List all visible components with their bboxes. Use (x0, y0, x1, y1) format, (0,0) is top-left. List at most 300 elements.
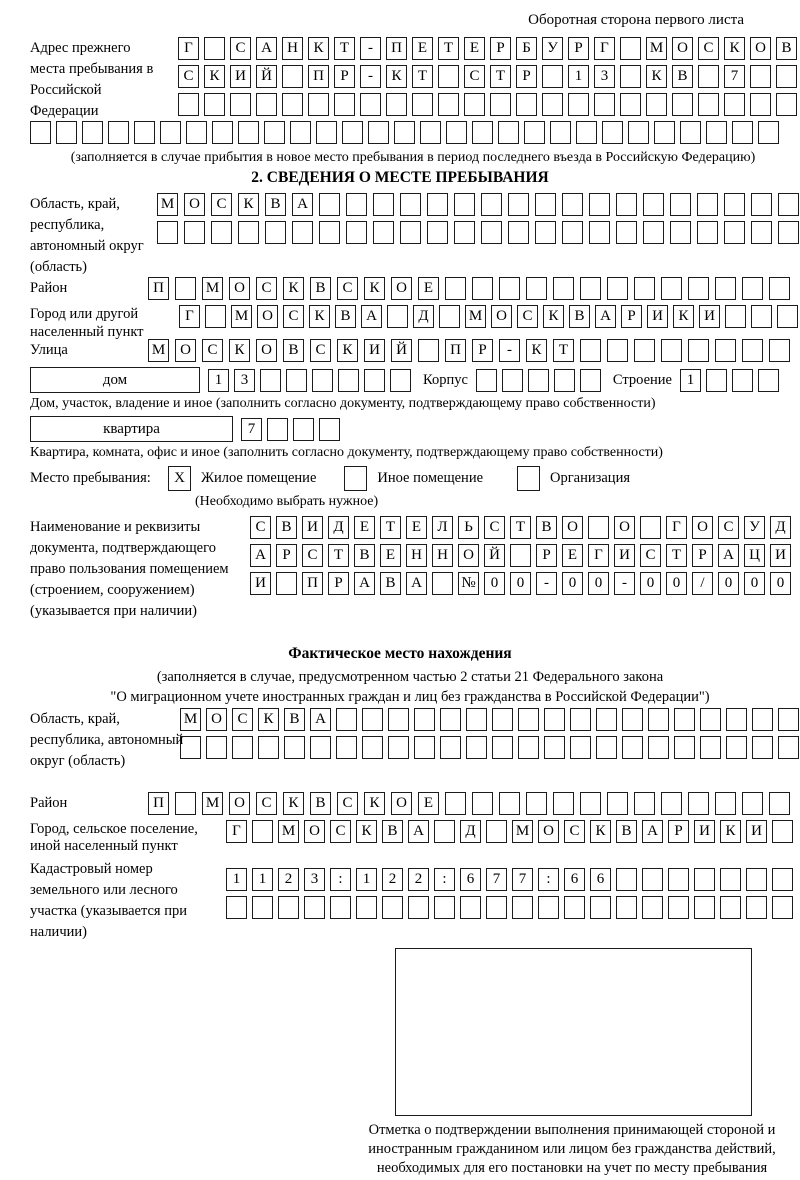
char-cell (688, 277, 709, 300)
char-cell (373, 221, 394, 244)
char-cell (512, 896, 533, 919)
char-cell (726, 736, 747, 759)
char-cell (356, 896, 377, 919)
char-cell (715, 792, 736, 815)
char-cell: П (386, 37, 407, 60)
char-cell (472, 792, 493, 815)
char-cell (769, 277, 790, 300)
char-cell (400, 221, 421, 244)
char-cell: Т (490, 65, 511, 88)
char-cell: С (178, 65, 199, 88)
char-cell (751, 221, 772, 244)
char-cell: В (310, 277, 331, 300)
char-cell (454, 193, 475, 216)
char-cell: П (148, 792, 169, 815)
region-block (30, 193, 796, 277)
document-row-1 (250, 516, 796, 539)
char-cell: 0 (484, 572, 505, 595)
char-cell: К (724, 37, 745, 60)
char-cell: С (230, 37, 251, 60)
char-cell (412, 93, 433, 116)
char-cell (206, 736, 227, 759)
char-cell (472, 121, 493, 144)
char-cell: О (391, 277, 412, 300)
char-cell: С (484, 516, 505, 539)
char-cell (602, 121, 623, 144)
char-cell (386, 93, 407, 116)
house-type-box: дом (30, 367, 200, 393)
char-cell: 7 (241, 418, 262, 441)
char-cell (427, 221, 448, 244)
char-cell: С (250, 516, 271, 539)
stamp-caption: Отметка о подтверждении выполнения принимающей стороной и иностранным гражданином или лицом без гражданства действий, необходимых для его постановки на учет по месту пребывания (368, 1122, 776, 1176)
char-cell: 0 (562, 572, 583, 595)
char-cell: П (445, 339, 466, 362)
char-cell: Ц (744, 544, 765, 567)
actual-location-note-1: (заполняется в случае, предусмотренном частью 2 статьи 21 Федерального закона (156, 668, 664, 685)
char-cell: Г (588, 544, 609, 567)
char-cell: Г (594, 37, 615, 60)
char-cell (550, 121, 571, 144)
char-cell (230, 93, 251, 116)
stroenie-label: Строение (612, 371, 672, 388)
char-cell: С (698, 37, 719, 60)
char-cell (732, 369, 753, 392)
char-cell (346, 193, 367, 216)
char-cell: П (148, 277, 169, 300)
char-cell (528, 369, 549, 392)
prev-address-label: Адрес прежнего места пребывания в Российской Федерации (30, 40, 154, 120)
char-cell (640, 516, 661, 539)
char-cell (746, 896, 767, 919)
char-cell: К (364, 277, 385, 300)
document-row-2 (250, 544, 796, 567)
char-cell: А (718, 544, 739, 567)
char-cell: О (692, 516, 713, 539)
char-cell (634, 792, 655, 815)
char-cell (346, 221, 367, 244)
char-cell (204, 37, 225, 60)
char-cell: С (718, 516, 739, 539)
char-cell: Р (568, 37, 589, 60)
char-cell: Г (226, 820, 247, 843)
char-cell: Д (770, 516, 791, 539)
char-cell (338, 369, 359, 392)
actual-location-title: Фактическое место нахождения (288, 644, 512, 662)
char-cell (742, 792, 763, 815)
char-cell (336, 736, 357, 759)
char-cell (175, 792, 196, 815)
char-cell: Т (380, 516, 401, 539)
char-cell: К (308, 37, 329, 60)
char-cell: К (590, 820, 611, 843)
char-cell: : (434, 868, 455, 891)
char-cell (544, 736, 565, 759)
char-cell (319, 221, 340, 244)
char-cell (642, 868, 663, 891)
char-cell: О (175, 339, 196, 362)
char-cell: С (202, 339, 223, 362)
char-cell (205, 305, 226, 328)
char-cell (706, 369, 727, 392)
char-cell (620, 65, 641, 88)
char-cell (542, 65, 563, 88)
char-cell (518, 708, 539, 731)
char-cell (232, 736, 253, 759)
char-cell: - (360, 37, 381, 60)
char-cell (438, 93, 459, 116)
char-cell (648, 736, 669, 759)
char-cell (700, 708, 721, 731)
char-cell: 1 (680, 369, 701, 392)
char-cell (440, 736, 461, 759)
char-cell: Р (536, 544, 557, 567)
char-cell: Е (380, 544, 401, 567)
char-cell (668, 868, 689, 891)
char-cell (772, 868, 793, 891)
char-cell (661, 339, 682, 362)
char-cell (594, 93, 615, 116)
char-cell (382, 896, 403, 919)
char-cell (698, 65, 719, 88)
char-cell: К (229, 339, 250, 362)
char-cell: К (543, 305, 564, 328)
char-cell: А (354, 572, 375, 595)
street-block (30, 339, 796, 367)
district-row (148, 277, 796, 300)
char-cell (387, 305, 408, 328)
char-cell: Й (256, 65, 277, 88)
char-cell (319, 193, 340, 216)
char-cell: С (256, 792, 277, 815)
char-cell: : (538, 868, 559, 891)
char-cell (434, 820, 455, 843)
char-cell (616, 193, 637, 216)
char-cell (292, 221, 313, 244)
char-cell (258, 736, 279, 759)
char-cell (265, 221, 286, 244)
char-cell (360, 93, 381, 116)
char-cell: О (184, 193, 205, 216)
char-cell (694, 868, 715, 891)
char-cell (526, 792, 547, 815)
char-cell (157, 221, 178, 244)
char-cell (308, 93, 329, 116)
char-cell: Е (562, 544, 583, 567)
char-cell (607, 792, 628, 815)
char-cell (778, 736, 799, 759)
char-cell (622, 708, 643, 731)
char-cell (414, 708, 435, 731)
char-cell: 7 (724, 65, 745, 88)
char-cell (286, 369, 307, 392)
char-cell: А (408, 820, 429, 843)
region-row-1 (157, 193, 796, 216)
char-cell: А (595, 305, 616, 328)
char-cell (373, 193, 394, 216)
char-cell (568, 93, 589, 116)
house-caption: Дом, участок, владение и иное (заполнить согласно документу, подтверждающему право собственности) (30, 396, 656, 412)
char-cell: Д (328, 516, 349, 539)
char-cell: Н (282, 37, 303, 60)
prev-address-row-2 (178, 65, 796, 88)
char-cell (778, 708, 799, 731)
char-cell: 6 (590, 868, 611, 891)
char-cell: 1 (356, 868, 377, 891)
char-cell (715, 339, 736, 362)
char-cell: 0 (510, 572, 531, 595)
char-cell (720, 896, 741, 919)
char-cell (620, 93, 641, 116)
char-cell: О (256, 339, 277, 362)
char-cell (724, 193, 745, 216)
char-cell: В (382, 820, 403, 843)
char-cell (454, 221, 475, 244)
char-cell: К (204, 65, 225, 88)
char-cell (778, 193, 799, 216)
char-cell: 1 (226, 868, 247, 891)
char-cell: 0 (718, 572, 739, 595)
city-row (179, 305, 796, 328)
char-cell (607, 277, 628, 300)
char-cell: М (202, 792, 223, 815)
char-cell: № (458, 572, 479, 595)
char-cell (742, 277, 763, 300)
char-cell: В (569, 305, 590, 328)
char-cell: 3 (234, 369, 255, 392)
char-cell: М (512, 820, 533, 843)
section2-title: 2. СВЕДЕНИЯ О МЕСТЕ ПРЕБЫВАНИЯ (251, 169, 549, 187)
char-cell (646, 93, 667, 116)
char-cell: П (308, 65, 329, 88)
char-cell (516, 93, 537, 116)
char-cell (616, 221, 637, 244)
char-cell: А (361, 305, 382, 328)
char-cell (319, 418, 340, 441)
char-cell: Б (516, 37, 537, 60)
char-cell (260, 369, 281, 392)
char-cell (526, 277, 547, 300)
char-cell (674, 708, 695, 731)
actual-district-label: Район (30, 795, 68, 811)
char-cell: С (330, 820, 351, 843)
char-cell: Е (464, 37, 485, 60)
char-cell (414, 736, 435, 759)
char-cell: В (335, 305, 356, 328)
korpus-cells (476, 369, 601, 392)
char-cell: С (283, 305, 304, 328)
cadastral-block (30, 858, 796, 944)
char-cell: У (744, 516, 765, 539)
char-cell (486, 820, 507, 843)
char-cell (466, 736, 487, 759)
char-cell (390, 369, 411, 392)
char-cell: 2 (408, 868, 429, 891)
actual-city-block (30, 820, 796, 858)
region-label: Область, край, республика, автономный округ (область) (30, 196, 144, 276)
char-cell: В (284, 708, 305, 731)
char-cell (580, 277, 601, 300)
char-cell: С (310, 339, 331, 362)
char-cell (175, 277, 196, 300)
char-cell: И (699, 305, 720, 328)
char-cell: В (616, 820, 637, 843)
char-cell (553, 277, 574, 300)
char-cell: В (536, 516, 557, 539)
char-cell (616, 896, 637, 919)
char-cell: К (283, 277, 304, 300)
apartment-row (30, 416, 796, 442)
char-cell: В (672, 65, 693, 88)
char-cell (388, 736, 409, 759)
district-block (30, 277, 796, 305)
char-cell: Р (692, 544, 713, 567)
char-cell (212, 121, 233, 144)
char-cell: 0 (770, 572, 791, 595)
actual-region-row-1 (180, 708, 796, 731)
char-cell (518, 736, 539, 759)
char-cell (769, 792, 790, 815)
char-cell (334, 93, 355, 116)
char-cell (742, 339, 763, 362)
cadastral-label: Кадастровый номер земельного или лесного участка (указывается при наличии) (30, 861, 187, 941)
char-cell: С (256, 277, 277, 300)
char-cell (634, 277, 655, 300)
char-cell (368, 121, 389, 144)
char-cell: Л (432, 516, 453, 539)
confirmation-stamp-box (395, 948, 752, 1116)
char-cell: В (276, 516, 297, 539)
char-cell (752, 708, 773, 731)
char-cell (226, 896, 247, 919)
char-cell (184, 221, 205, 244)
char-cell (186, 121, 207, 144)
char-cell (697, 221, 718, 244)
prev-address-row-4 (30, 121, 796, 144)
corner-note: Оборотная сторона первого листа (528, 12, 744, 28)
char-cell (720, 868, 741, 891)
char-cell (524, 121, 545, 144)
char-cell (82, 121, 103, 144)
char-cell: И (770, 544, 791, 567)
char-cell: М (646, 37, 667, 60)
char-cell: О (491, 305, 512, 328)
char-cell: Т (666, 544, 687, 567)
char-cell: Е (354, 516, 375, 539)
char-cell: Н (406, 544, 427, 567)
char-cell: С (302, 544, 323, 567)
char-cell (290, 121, 311, 144)
char-cell (282, 65, 303, 88)
char-cell: К (364, 792, 385, 815)
char-cell (616, 868, 637, 891)
char-cell: Й (391, 339, 412, 362)
char-cell (580, 369, 601, 392)
city-block (30, 305, 796, 339)
char-cell (670, 193, 691, 216)
char-cell (466, 708, 487, 731)
actual-district-block (30, 792, 796, 820)
char-cell (590, 896, 611, 919)
char-cell (700, 736, 721, 759)
char-cell (336, 708, 357, 731)
char-cell (510, 544, 531, 567)
char-cell (758, 369, 779, 392)
char-cell: Т (412, 65, 433, 88)
char-cell (445, 792, 466, 815)
char-cell (460, 896, 481, 919)
char-cell: - (614, 572, 635, 595)
char-cell: 0 (744, 572, 765, 595)
char-cell: 2 (278, 868, 299, 891)
char-cell (432, 572, 453, 595)
char-cell: О (562, 516, 583, 539)
char-cell (535, 221, 556, 244)
char-cell: М (157, 193, 178, 216)
actual-city-row (226, 820, 796, 843)
document-block (30, 516, 796, 642)
actual-city-label: Город, сельское поселение, иной населенный пункт (30, 821, 198, 855)
district-label: Район (30, 280, 68, 297)
char-cell: К (337, 339, 358, 362)
char-cell (648, 708, 669, 731)
char-cell (499, 792, 520, 815)
char-cell: 0 (588, 572, 609, 595)
char-cell (304, 896, 325, 919)
char-cell (726, 708, 747, 731)
prev-address-row-3 (178, 93, 796, 116)
char-cell (706, 121, 727, 144)
actual-district-row (148, 792, 796, 815)
char-cell: Т (328, 544, 349, 567)
char-cell (492, 736, 513, 759)
char-cell (674, 736, 695, 759)
checkbox-residential: X (168, 466, 191, 491)
char-cell: - (499, 339, 520, 362)
char-cell (238, 221, 259, 244)
char-cell (589, 193, 610, 216)
apartment-number-cells (241, 418, 340, 441)
char-cell: Т (438, 37, 459, 60)
stamp-area (30, 948, 796, 1178)
house-row (30, 367, 796, 393)
char-cell (440, 708, 461, 731)
char-cell: И (250, 572, 271, 595)
char-cell (776, 93, 797, 116)
char-cell: К (646, 65, 667, 88)
char-cell (30, 121, 51, 144)
char-cell (472, 277, 493, 300)
char-cell (772, 896, 793, 919)
char-cell (427, 193, 448, 216)
char-cell: Р (334, 65, 355, 88)
char-cell (499, 277, 520, 300)
char-cell (508, 221, 529, 244)
char-cell: Г (179, 305, 200, 328)
char-cell (362, 736, 383, 759)
char-cell (204, 93, 225, 116)
apartment-type-box: квартира (30, 416, 233, 442)
char-cell (570, 736, 591, 759)
char-cell: / (692, 572, 713, 595)
char-cell: Т (334, 37, 355, 60)
char-cell: В (310, 792, 331, 815)
char-cell: Р (516, 65, 537, 88)
char-cell: О (304, 820, 325, 843)
char-cell (267, 418, 288, 441)
char-cell: А (250, 544, 271, 567)
char-cell: О (391, 792, 412, 815)
